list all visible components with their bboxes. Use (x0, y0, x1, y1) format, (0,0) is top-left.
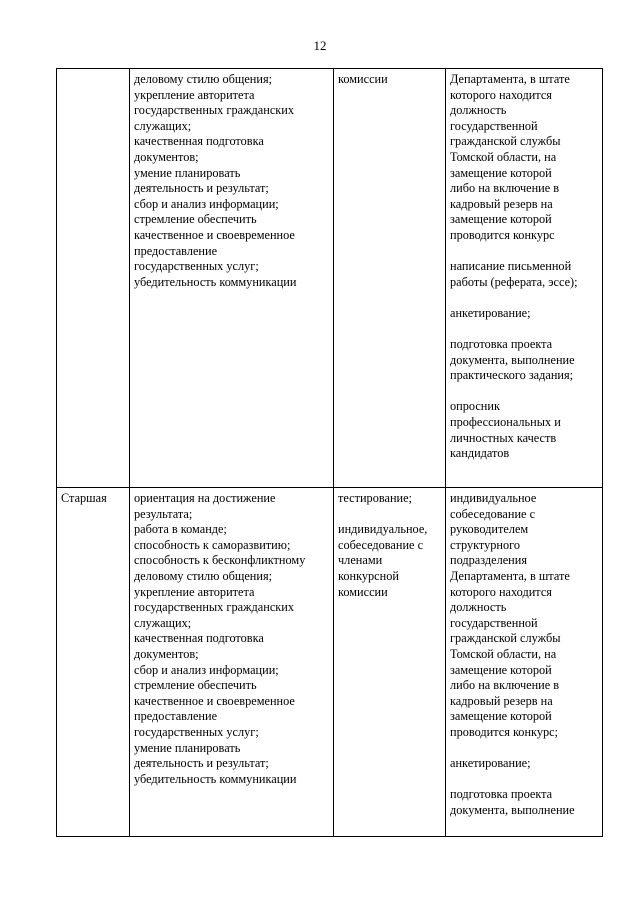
cell-text-line: индивидуальное, (338, 522, 428, 537)
cell-text-line: практического задания; (450, 368, 574, 383)
paragraph-gap (338, 507, 442, 523)
cell-text-line: документа, выполнение (450, 802, 575, 817)
cell-text-line: личностных качеств (450, 430, 557, 445)
cell-text-line: качественная подготовка (134, 134, 264, 149)
cell-text-line: документов; (134, 646, 199, 661)
paragraph-gap (450, 244, 599, 260)
cell-text-line: деловому стилю общения; (134, 568, 273, 583)
cell-text-line: государственных гражданских (134, 600, 294, 615)
cell-text-line: деятельность и результат; (134, 756, 269, 771)
cell-text-line: индивидуальное (450, 491, 537, 505)
table-row (57, 488, 603, 837)
cell-text-line: подготовка проекта (450, 337, 553, 352)
cell-text-line: служащих; (134, 615, 192, 630)
cell-text-line: проводится конкурс (450, 227, 555, 242)
cell-text-line: работы (реферата, эссе); (450, 274, 578, 289)
cell-text-line: сбор и анализ информации; (134, 196, 279, 211)
cell-text-line: руководителем (450, 522, 529, 537)
cell-text-line: должность (450, 103, 507, 118)
cell-text-line: проводится конкурс; (450, 724, 558, 739)
cell-text-line: стремление обеспечить (134, 678, 257, 693)
cell-text-line: конкурсной (338, 568, 399, 583)
cell-text-line: замещение которой (450, 212, 552, 227)
cell-text-line: работа в команде; (134, 522, 227, 537)
group-cell (57, 488, 130, 837)
cell-text-line: собеседование с (338, 537, 424, 552)
skills-cell (130, 488, 334, 837)
cell-text-line: должность (450, 600, 507, 615)
cell-text-line: служащих; (134, 118, 192, 133)
paragraph-gap (450, 741, 599, 757)
cell-text-line: способность к саморазвитию; (134, 537, 291, 552)
cell-text-line: структурного (450, 537, 521, 552)
cell-text-line: убедительность коммуникации (134, 771, 297, 786)
cell-text-line: Томской области, на (450, 149, 557, 164)
cell-text-line: качественное и своевременное (134, 693, 295, 708)
cell-text-line: анкетирование; (450, 305, 531, 320)
cell-text-line: подготовка проекта (450, 787, 553, 802)
paragraph-gap (450, 290, 599, 306)
cell-text-line: кадровый резерв на (450, 196, 553, 211)
cell-text-line: замещение которой (450, 662, 552, 677)
cell-text-line: подразделения (450, 553, 527, 568)
cell-text-line: анкетирование; (450, 756, 531, 771)
cell-text-line: тестирование; (338, 491, 412, 505)
cell-text-line: деятельность и результат; (134, 181, 269, 196)
cell-text-line: государственной (450, 118, 538, 133)
cell-text-line: государственных гражданских (134, 103, 294, 118)
cell-text-line: государственных услуг; (134, 724, 259, 739)
skills-cell (130, 69, 334, 488)
cell-text-line: Департамента, в штате (450, 72, 570, 86)
cell-text-line: документа, выполнение (450, 352, 575, 367)
cell-text-line: кадровый резерв на (450, 693, 553, 708)
cell-text-line: либо на включение в (450, 678, 560, 693)
page-number: 12 (313, 38, 327, 53)
cell-text-line: которого находится (450, 87, 552, 102)
paragraph-gap (450, 322, 599, 338)
methods-cell (334, 488, 446, 837)
cell-text-line: укрепление авторитета (134, 584, 255, 599)
cell-text-line: результата; (134, 506, 193, 521)
cell-text-line: Департамента, в штате (450, 568, 570, 583)
cell-text-line: способность к бесконфликтному (134, 553, 306, 568)
cell-text-line: собеседование с (450, 506, 536, 521)
cell-text-line: профессиональных и (450, 415, 561, 430)
table-row (57, 69, 603, 488)
cell-text-line: документов; (134, 149, 199, 164)
requirements-table (56, 68, 603, 837)
cell-text-line: комиссии (338, 584, 388, 599)
cell-text-line: ориентация на достижение (134, 491, 276, 505)
paragraph-gap (450, 772, 599, 788)
cell-text-line: предоставление (134, 709, 218, 724)
cell-text-line: кандидатов (450, 446, 510, 461)
cell-text-line: предоставление (134, 243, 218, 258)
cell-text-line: написание письменной (450, 259, 572, 274)
cell-text-line: либо на включение в (450, 181, 560, 196)
cell-text-line: стремление обеспечить (134, 212, 257, 227)
cell-text-line: замещение которой (450, 165, 552, 180)
cell-text-line: членами (338, 553, 383, 568)
cell-text-line: укрепление авторитета (134, 87, 255, 102)
cell-text-line: сбор и анализ информации; (134, 662, 279, 677)
cell-text-line: которого находится (450, 584, 552, 599)
cell-text-line: убедительность коммуникации (134, 274, 297, 289)
forms-cell (446, 488, 603, 837)
cell-text-line: опросник (450, 399, 500, 414)
cell-text-line: государственных услуг; (134, 259, 259, 274)
cell-text-line: Томской области, на (450, 646, 557, 661)
cell-text-line: умение планировать (134, 740, 241, 755)
cell-text-line: гражданской службы (450, 631, 561, 646)
cell-text-line: государственной (450, 615, 538, 630)
cell-text-line: гражданской службы (450, 134, 561, 149)
cell-text-line: деловому стилю общения; (134, 72, 273, 86)
forms-cell (446, 69, 603, 488)
group-cell (57, 69, 130, 488)
cell-text-line: качественное и своевременное (134, 227, 295, 242)
cell-text-line: замещение которой (450, 709, 552, 724)
cell-text-line: комиссии (338, 72, 388, 86)
methods-cell (334, 69, 446, 488)
cell-text-line: качественная подготовка (134, 631, 264, 646)
group-label: Старшая (61, 491, 107, 505)
paragraph-gap (450, 384, 599, 400)
cell-text-line: умение планировать (134, 165, 241, 180)
